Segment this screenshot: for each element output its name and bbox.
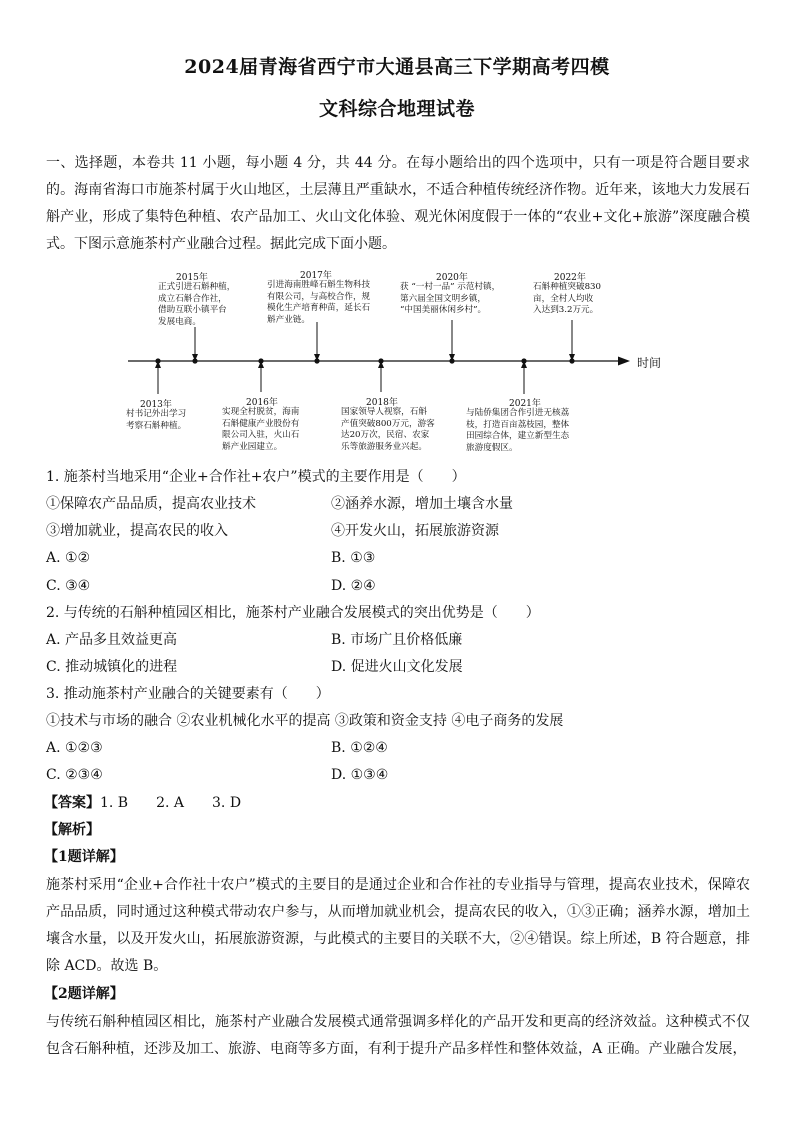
detail-2-text: 与传统石斛种植园区相比，施茶村产业融合发展模式通常强调多样化的产品开发和更高的经济效益。这种模式不仅包含石斛种植，还涉及加工、旅游、电商等多方面，有利于提升产品多样性和整体效益，A 正确。产业融合发展， xyxy=(46,1014,750,1057)
intro-paragraph: 一、选择题，本卷共 11 小题，每小题 4 分，共 44 分。在每小题给出的四个选项中，只有一项是符合题目要求的。海南省海口市施茶村属于火山地区，土层薄且严重缺水，不适合种植传统经济作物。近年来，该地大力发展石斛产业，形成了集特色种植、农产品加工、火山文化体验、观光休闲度假于一体的“农业+文化+旅游”深度融合模式。下图示意施茶村产业融合过程。据此完成下面小题。 xyxy=(46,155,750,252)
q1-option-d[interactable]: D. ②④ xyxy=(331,578,376,594)
event-text-2013: 村书记外出学习 考察石斛种植。 xyxy=(126,409,187,431)
event-year: 2016年 xyxy=(246,398,278,408)
detail-1-label: 【1题详解】 xyxy=(44,849,124,865)
document-title: 2024届青海省西宁市大通县高三下学期高考四模 xyxy=(184,56,610,78)
q3-option-b[interactable]: B. ①②④ xyxy=(331,740,388,756)
event-text-2018: 国家领导人视察，石斛 产值突破800万元，游客 达20万次，民宿、农家 乐等旅游服务业兴起。 xyxy=(341,407,435,452)
timeline-figure xyxy=(0,0,794,470)
answer-label: 【答案】 xyxy=(44,795,100,811)
event-text-2015: 正式引进石斛种植， 成立石斛合作社， 借助互联小镇平台 发展电商。 xyxy=(158,282,236,327)
q1-option-c[interactable]: C. ③④ xyxy=(46,578,91,594)
detail-1-text: 施茶村采用“企业+合作社十农户”模式的主要目的是通过企业和合作社的专业指导与管理，提高农业技术，保障农产品品质，同时通过这种模式带动农户参与，从而增加就业机会，提高农民的收入，①③正确；涵养水源，增加土壤含水量，以及开发火山，拓展旅游资源，与此模式的主要目的关联不大，②④错误。综上所述，B 符合题意，排除 ACD。故选 B。 xyxy=(46,877,750,974)
q3-option-c[interactable]: C. ②③④ xyxy=(46,767,103,783)
event-year: 2013年 xyxy=(140,400,172,410)
q2-option-d[interactable]: D. 促进火山文化发展 xyxy=(331,659,463,675)
question-2-stem: 2. 与传统的石斛种植园区相比，施茶村产业融合发展模式的突出优势是（ ） xyxy=(46,605,540,621)
q2-option-c[interactable]: C. 推动城镇化的进程 xyxy=(46,659,178,675)
event-text-2020: 获 “一村一品” 示范村镇， 第六届全国文明乡镇， “中国美丽休闲乡村”。 xyxy=(400,282,501,316)
q1-option-b[interactable]: B. ①③ xyxy=(331,550,376,566)
event-text-2016: 实现全村脱贫，海南 石斛健康产业股份有 限公司入驻，火山石 斛产业园建立。 xyxy=(222,407,300,452)
q1-statement: ③增加就业，提高农民的收入 xyxy=(46,523,228,539)
answer-line xyxy=(44,793,241,813)
answer-text: 1. B 2. A 3. D xyxy=(100,795,242,811)
q1-statement: ④开发火山，拓展旅游资源 xyxy=(331,523,499,539)
q3-statements: ①技术与市场的融合 ②农业机械化水平的提高 ③政策和资金支持 ④电子商务的发展 xyxy=(46,713,564,729)
event-year: 2021年 xyxy=(509,399,541,409)
q1-statement: ②涵养水源，增加土壤含水量 xyxy=(331,496,513,512)
event-year: 2018年 xyxy=(366,398,398,408)
q3-option-a[interactable]: A. ①②③ xyxy=(46,740,103,756)
event-text-2017: 引进海南胜峰石斛生物科技 有限公司，与高校合作，规 模化生产培育种苗，延长石 斛产业链。 xyxy=(267,280,371,325)
q1-statement: ①保障农产品品质，提高农业技术 xyxy=(46,496,256,512)
q1-option-a[interactable]: A. ①② xyxy=(46,550,91,566)
event-year: 2017年 xyxy=(300,271,332,281)
event-year: 2022年 xyxy=(554,273,586,283)
timeline-arrowhead xyxy=(618,357,630,366)
q3-option-d[interactable]: D. ①③④ xyxy=(331,767,389,783)
document-subtitle: 文科综合地理试卷 xyxy=(318,98,475,120)
event-text-2021: 与陆侨集团合作引进无核荔 枝，打造百亩荔枝园，整体 田园综合体，建立新型生态 旅游度假区。 xyxy=(466,408,570,453)
detail-2-label: 【2题详解】 xyxy=(44,986,124,1002)
timeline-axis-label: 时间 xyxy=(637,356,662,370)
event-year: 2015年 xyxy=(176,273,208,283)
question-3-stem: 3. 推动施茶村产业融合的关键要素有（ ） xyxy=(46,686,330,702)
q2-option-a[interactable]: A. 产品多且效益更高 xyxy=(46,632,178,648)
event-year: 2020年 xyxy=(436,273,468,283)
q2-option-b[interactable]: B. 市场广且价格低廉 xyxy=(331,632,463,648)
event-text-2022: 石斛种植突破830 亩，全村人均收 入达到3.2万元。 xyxy=(533,282,601,316)
question-1-stem: 1. 施茶村当地采用“企业+合作社+农户”模式的主要作用是（ ） xyxy=(46,469,466,485)
analysis-label: 【解析】 xyxy=(44,822,100,838)
